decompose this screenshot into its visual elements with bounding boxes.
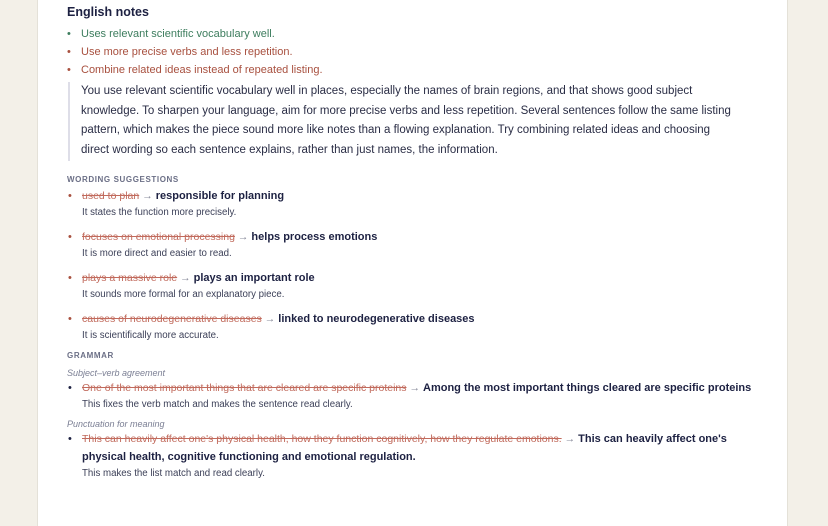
replacement-text: plays an important role [193, 271, 315, 284]
wording-suggestion-list [67, 187, 757, 343]
wording-section-label: WORDING SUGGESTIONS [67, 174, 179, 184]
replacement-text: helps process emotions [251, 230, 378, 243]
bullet-dot: • [68, 230, 72, 243]
notes-bullet-list [67, 25, 757, 79]
suggestion-reason: This makes the list match and read clearly. [82, 468, 265, 480]
original-text: used to plan [82, 189, 140, 202]
arrow-icon: → [409, 381, 421, 394]
grammar-category-label: Punctuation for meaning [67, 419, 165, 430]
wording-suggestion [67, 228, 757, 261]
replacement-text: This can heavily affect one's physical health, cognitive functioning and emotional regulation. [82, 433, 727, 463]
original-text: plays a massive role [82, 271, 178, 284]
grammar-suggestion-list [67, 367, 757, 482]
original-text: focuses on emotional processing [82, 230, 235, 243]
suggestion-reason: This fixes the verb match and makes the sentence read clearly. [82, 399, 353, 411]
feedback-panel [37, 0, 788, 526]
bullet-dot: • [68, 433, 72, 446]
suggestion-reason: It is more direct and easier to read. [82, 247, 232, 259]
grammar-section-label: GRAMMAR [67, 350, 114, 360]
suggestion-reason: It sounds more formal for an explanatory piece. [82, 288, 285, 300]
suggestion-reason: It states the function more precisely. [82, 206, 237, 218]
arrow-icon: → [564, 433, 576, 446]
bullet-dot: • [68, 189, 72, 202]
suggestion-reason: It is scientifically more accurate. [82, 329, 219, 341]
notes-bullet-positive: • Uses relevant scientific vocabulary well. [67, 25, 757, 43]
replacement-text: Among the most important things cleared are specific proteins [423, 381, 752, 394]
grammar-suggestion [67, 431, 757, 481]
arrow-icon: → [142, 189, 153, 202]
replacement-text: responsible for planning [155, 189, 285, 202]
arrow-icon: → [264, 312, 276, 325]
original-text: causes of neurodegenerative diseases [82, 312, 262, 325]
notes-bullet-negative: • Combine related ideas instead of repeated listing. [67, 61, 757, 79]
bullet-dot: • [68, 312, 72, 325]
original-text: This can heavily affect one's physical health, how they function cognitively, how they regulate emotions. [82, 433, 562, 446]
original-text: One of the most important things that are cleared are specific proteins [82, 381, 407, 394]
bullet-dot: • [68, 271, 72, 284]
notes-bullet-negative: • Use more precise verbs and less repetition. [67, 43, 757, 61]
grammar-suggestion [67, 380, 757, 413]
wording-suggestion [67, 269, 757, 302]
replacement-text: linked to neurodegenerative diseases [278, 312, 475, 325]
arrow-icon: → [180, 271, 191, 284]
notes-title: English notes [67, 5, 149, 19]
notes-summary: You use relevant scientific vocabulary well in places, especially the names of brain regions, and that shows good subject knowledge. To sharpen your language, aim for more precise verbs and less repetition. Several sentences follow the same listing pattern, which makes the piece sound more like notes than a flowing explanation. Try combining related ideas and choosing direct wording so each sentence explains, rather than just names, the information. [68, 82, 740, 161]
wording-suggestion [67, 310, 757, 343]
wording-suggestion [67, 187, 757, 220]
arrow-icon: → [237, 230, 249, 243]
bullet-dot: • [68, 381, 72, 394]
grammar-category-label: Subject–verb agreement [67, 367, 166, 378]
